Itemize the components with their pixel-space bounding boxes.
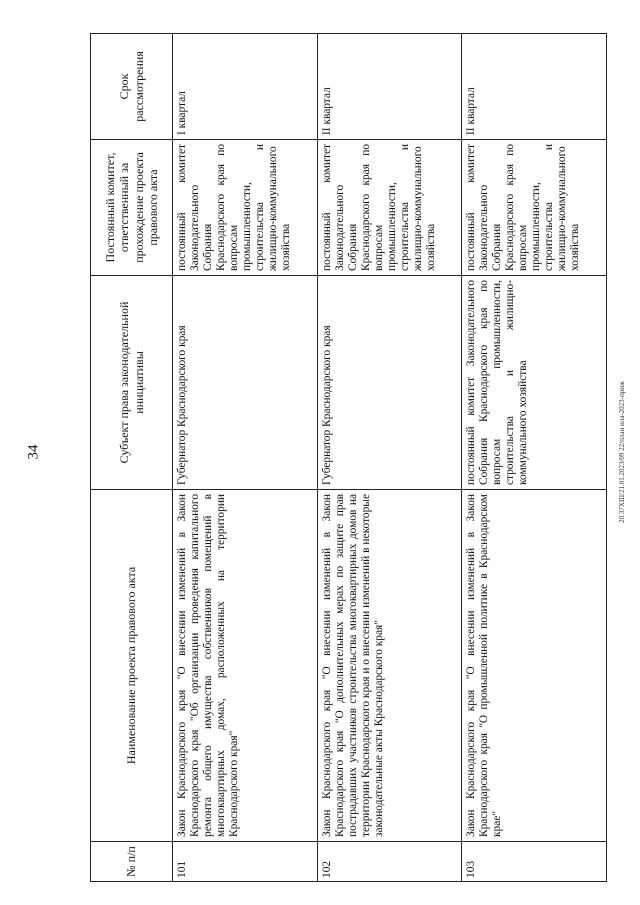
header-subject: Субъект права законодательной инициативы [91, 275, 173, 489]
row-committee: постоянный комитет Законодательного Собрания Краснодарского края по вопросам промышленности, строительства и жилищно-коммунального хозяйства [317, 139, 462, 275]
row-subject: постоянный комитет Законодательного Собрания Краснодарского края по вопросам промышленности, строительства и жилищно-коммунального хозяйства [462, 275, 607, 489]
document-stamp: 20.37ХШ/21.01.2023/09 22/план ила-2023-приж [618, 381, 626, 523]
row-subject: Губернатор Краснодарского края [173, 275, 318, 489]
legislative-plan-table [90, 33, 607, 882]
header-term: Срок рассмотрения [91, 33, 173, 139]
row-term: II квартал [462, 33, 607, 139]
row-subject: Губернатор Краснодарского края [317, 275, 462, 489]
table-row [317, 33, 462, 881]
header-num: № п/п [91, 842, 173, 882]
header-committee: Постоянный комитет, ответственный за прохождение проекта правового акта [91, 139, 173, 275]
table-row [462, 33, 607, 881]
page-number: 34 [25, 444, 42, 460]
table-header-row [91, 33, 173, 881]
row-committee: постоянный комитет Законодательного Собрания Краснодарского края по вопросам промышленности, строительства и жилищно-коммунального хозяйства [462, 139, 607, 275]
table-row [173, 33, 318, 881]
row-num: 103 [462, 842, 607, 882]
header-name: Наименование проекта правового акта [91, 489, 173, 841]
row-term: II квартал [317, 33, 462, 139]
row-num: 101 [173, 842, 318, 882]
row-num: 102 [317, 842, 462, 882]
row-name: Закон Краснодарского края "О внесении изменений в Закон Краснодарского края "О промышленной политике в Краснодарском крае" [462, 489, 607, 841]
row-committee: постоянный комитет Законодательного Собрания Краснодарского края по вопросам промышленности, строительства и жилищно-коммунального хозяйства [173, 139, 318, 275]
row-name: Закон Краснодарского края "О внесении изменений в Закон Краснодарского края "О дополнительных мерах по защите прав пострадавших участников строительства многоквартирных домов на территории Краснодарского края и о внесении изменений в некоторые законодательные акты Краснодарского края" [317, 489, 462, 841]
row-name: Закон Краснодарского края "О внесении изменений в Закон Краснодарского края "Об организации проведения капитального ремонта общего имущества собственников помещений в многоквартирных домах, расположенных на территории Краснодарского края" [173, 489, 318, 841]
row-term: I квартал [173, 33, 318, 139]
legislative-plan-table-wrapper [90, 34, 607, 882]
